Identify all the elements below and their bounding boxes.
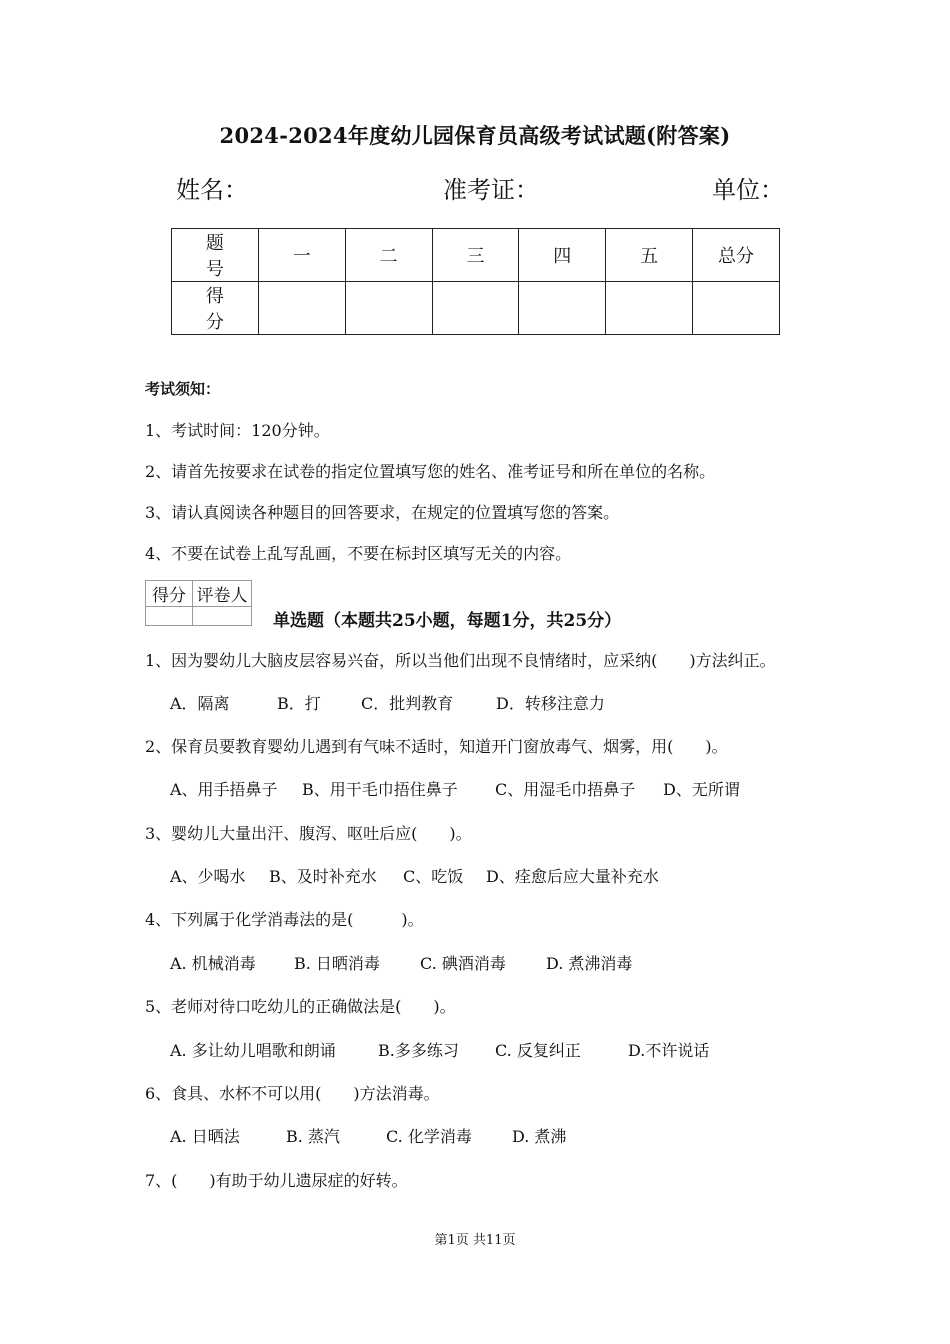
document-title: 2024-2024年度幼儿园保育员高级考试试题(附答案) (219, 123, 731, 148)
score-table-column: 四 (519, 229, 606, 282)
score-table-row-head: 得分 (172, 282, 259, 335)
grader-reviewer-cell[interactable] (193, 607, 252, 626)
question-text: 5、老师对待口吃幼儿的正确做法是( )。 (145, 997, 456, 1016)
grader-box (145, 580, 252, 626)
question-option: C. 反复纠正 (495, 1041, 581, 1060)
question-text: 1、因为婴幼儿大脑皮层容易兴奋，所以当他们出现不良情绪时，应采纳( )方法纠正。 (145, 651, 776, 670)
question-option: B．打 (277, 694, 321, 713)
question-option: A、用手捂鼻子 (170, 780, 278, 799)
question-option: B、及时补充水 (269, 867, 377, 886)
question-text: 7、( )有助于幼儿遗尿症的好转。 (145, 1171, 408, 1190)
grader-score-label: 得分 (146, 581, 193, 607)
question-text: 3、婴幼儿大量出汗、腹泻、呕吐后应( )。 (145, 824, 472, 843)
question-text: 4、下列属于化学消毒法的是( )。 (145, 910, 424, 929)
page-footer: 第1页 共11页 (434, 1233, 516, 1248)
question-option: A. 多让幼儿唱歌和朗诵 (170, 1041, 336, 1060)
grader-score-cell[interactable] (146, 607, 193, 626)
score-table-header-row (172, 229, 780, 282)
question-option: C、用湿毛巾捂鼻子 (495, 780, 636, 799)
score-cell[interactable] (345, 282, 432, 335)
question-option: C. 碘酒消毒 (420, 954, 506, 973)
question-text: 2、保育员要教育婴幼儿遇到有气味不适时，知道开门窗放毒气、烟雾，用( )。 (145, 737, 728, 756)
score-table-score-row (172, 282, 780, 335)
score-table-column: 二 (345, 229, 432, 282)
question-option: D．转移注意力 (496, 694, 605, 713)
question-option: B.多多练习 (378, 1041, 459, 1060)
score-table-column: 一 (258, 229, 345, 282)
exam-number-field-label: 准考证： (443, 176, 539, 204)
score-table-column: 三 (432, 229, 519, 282)
score-cell[interactable] (519, 282, 606, 335)
question-option: A．隔离 (170, 694, 230, 713)
score-cell[interactable] (693, 282, 780, 335)
notice-item: 2、请首先按要求在试卷的指定位置填写您的姓名、准考证号和所在单位的名称。 (145, 462, 716, 481)
notice-item: 4、不要在试卷上乱写乱画，不要在标封区填写无关的内容。 (145, 544, 572, 563)
question-option: D、无所谓 (663, 780, 740, 799)
section-title: 单选题（本题共25小题，每题1分，共25分） (273, 611, 622, 631)
score-cell[interactable] (606, 282, 693, 335)
unit-field-label: 单位： (712, 176, 784, 204)
score-table-row-head: 题号 (172, 229, 259, 282)
score-table-column: 总分 (693, 229, 780, 282)
grader-reviewer-label: 评卷人 (193, 581, 252, 607)
question-option: D、痊愈后应大量补充水 (486, 867, 659, 886)
score-cell[interactable] (258, 282, 345, 335)
question-text: 6、食具、水杯不可以用( )方法消毒。 (145, 1084, 440, 1103)
question-option: C. 化学消毒 (386, 1127, 472, 1146)
score-cell[interactable] (432, 282, 519, 335)
question-option: A、少喝水 (170, 867, 246, 886)
name-field-label: 姓名： (176, 176, 248, 204)
score-table (171, 228, 780, 335)
question-option: D.不许说话 (628, 1041, 710, 1060)
score-table-column: 五 (606, 229, 693, 282)
notice-item: 1、考试时间：120分钟。 (145, 421, 330, 440)
question-option: B. 蒸汽 (286, 1127, 340, 1146)
question-option: C．批判教育 (361, 694, 454, 713)
question-option: D. 煮沸 (512, 1127, 567, 1146)
question-option: A. 机械消毒 (170, 954, 256, 973)
question-option: D. 煮沸消毒 (546, 954, 633, 973)
question-option: B. 日晒消毒 (294, 954, 380, 973)
question-option: B、用干毛巾捂住鼻子 (302, 780, 458, 799)
question-option: C、吃饭 (403, 867, 464, 886)
question-option: A. 日晒法 (170, 1127, 240, 1146)
notice-item: 3、请认真阅读各种题目的回答要求，在规定的位置填写您的答案。 (145, 503, 620, 522)
notice-heading: 考试须知： (145, 380, 221, 398)
